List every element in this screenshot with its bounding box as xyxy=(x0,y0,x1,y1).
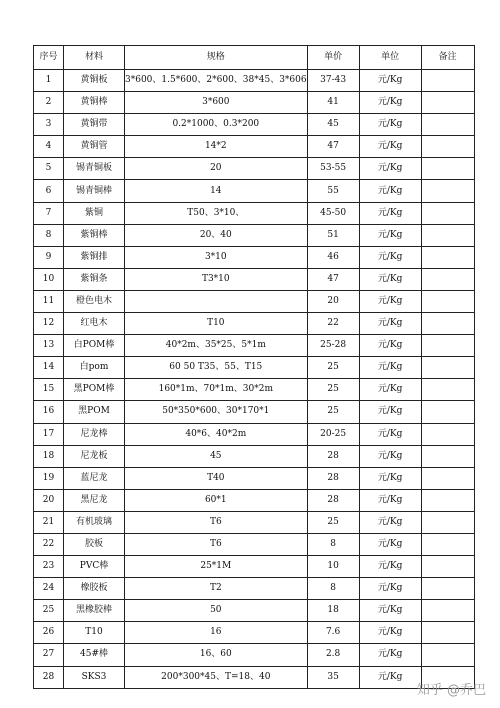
price-cell: 7.6 xyxy=(307,622,359,644)
index-cell: 14 xyxy=(34,357,64,379)
material-cell: 橙色电木 xyxy=(64,290,125,312)
watermark: 知乎 @乔巴 xyxy=(416,683,486,698)
price-cell: 47 xyxy=(307,136,359,158)
spec-cell: 40*2m、35*25、5*1m xyxy=(125,335,308,357)
table-body xyxy=(34,70,475,689)
remark-cell xyxy=(421,158,474,180)
unit-cell: 元/Kg xyxy=(359,489,421,511)
material-cell: 黑橡胶棒 xyxy=(64,600,125,622)
remark-cell xyxy=(421,246,474,268)
material-cell: 黄铜带 xyxy=(64,114,125,136)
table-row xyxy=(34,136,475,158)
spec-cell: T3*10 xyxy=(125,268,308,290)
price-cell: 45 xyxy=(307,114,359,136)
unit-cell: 元/Kg xyxy=(359,379,421,401)
material-cell: 白POM棒 xyxy=(64,335,125,357)
spec-cell: 20、40 xyxy=(125,224,308,246)
unit-cell: 元/Kg xyxy=(359,445,421,467)
table-row xyxy=(34,268,475,290)
price-cell: 20-25 xyxy=(307,423,359,445)
spec-cell: 50 xyxy=(125,600,308,622)
price-cell: 28 xyxy=(307,489,359,511)
spec-cell: 25*1M xyxy=(125,556,308,578)
material-cell: SKS3 xyxy=(64,666,125,688)
table-row xyxy=(34,445,475,467)
spec-cell: 16、60 xyxy=(125,644,308,666)
price-cell: 22 xyxy=(307,313,359,335)
material-cell: 紫铜条 xyxy=(64,268,125,290)
remark-cell xyxy=(421,70,474,92)
table-row xyxy=(34,489,475,511)
material-cell: 紫铜排 xyxy=(64,246,125,268)
index-cell: 10 xyxy=(34,268,64,290)
table-row xyxy=(34,423,475,445)
price-cell: 25 xyxy=(307,357,359,379)
index-cell: 15 xyxy=(34,379,64,401)
table-row xyxy=(34,224,475,246)
table-row xyxy=(34,644,475,666)
index-cell: 12 xyxy=(34,313,64,335)
price-table xyxy=(33,45,475,689)
spec-cell: 16 xyxy=(125,622,308,644)
material-cell: 黄铜板 xyxy=(64,70,125,92)
material-cell: 蓝尼龙 xyxy=(64,467,125,489)
table-row xyxy=(34,335,475,357)
unit-cell: 元/Kg xyxy=(359,511,421,533)
material-cell: 白pom xyxy=(64,357,125,379)
price-cell: 10 xyxy=(307,556,359,578)
price-cell: 28 xyxy=(307,467,359,489)
spec-cell: 14*2 xyxy=(125,136,308,158)
header-remark: 备注 xyxy=(421,46,474,70)
spec-cell xyxy=(125,290,308,312)
table-row xyxy=(34,158,475,180)
header-unit: 单位 xyxy=(359,46,421,70)
material-cell: 45#棒 xyxy=(64,644,125,666)
material-cell: 黑POM xyxy=(64,401,125,423)
unit-cell: 元/Kg xyxy=(359,290,421,312)
table-row xyxy=(34,556,475,578)
spec-cell: 20 xyxy=(125,158,308,180)
material-cell: 紫铜棒 xyxy=(64,224,125,246)
remark-cell xyxy=(421,268,474,290)
material-cell: 尼龙板 xyxy=(64,445,125,467)
spec-cell: 160*1m、70*1m、30*2m xyxy=(125,379,308,401)
index-cell: 24 xyxy=(34,578,64,600)
price-cell: 8 xyxy=(307,533,359,555)
spec-cell: T40 xyxy=(125,467,308,489)
price-cell: 55 xyxy=(307,180,359,202)
index-cell: 18 xyxy=(34,445,64,467)
remark-cell xyxy=(421,489,474,511)
unit-cell: 元/Kg xyxy=(359,578,421,600)
remark-cell xyxy=(421,445,474,467)
remark-cell xyxy=(421,401,474,423)
spec-cell: 14 xyxy=(125,180,308,202)
material-cell: 胶板 xyxy=(64,533,125,555)
remark-cell xyxy=(421,467,474,489)
unit-cell: 元/Kg xyxy=(359,246,421,268)
price-cell: 37-43 xyxy=(307,70,359,92)
unit-cell: 元/Kg xyxy=(359,357,421,379)
material-cell: 有机玻璃 xyxy=(64,511,125,533)
price-cell: 25 xyxy=(307,401,359,423)
unit-cell: 元/Kg xyxy=(359,202,421,224)
price-cell: 45-50 xyxy=(307,202,359,224)
index-cell: 5 xyxy=(34,158,64,180)
index-cell: 3 xyxy=(34,114,64,136)
index-cell: 25 xyxy=(34,600,64,622)
remark-cell xyxy=(421,379,474,401)
index-cell: 17 xyxy=(34,423,64,445)
material-cell: 黄铜棒 xyxy=(64,92,125,114)
index-cell: 26 xyxy=(34,622,64,644)
material-cell: 黄铜管 xyxy=(64,136,125,158)
remark-cell xyxy=(421,180,474,202)
index-cell: 23 xyxy=(34,556,64,578)
table-row xyxy=(34,92,475,114)
spec-cell: 200*300*45、T=18、40 xyxy=(125,666,308,688)
material-cell: 锡青铜棒 xyxy=(64,180,125,202)
spec-cell: 60*1 xyxy=(125,489,308,511)
table-row xyxy=(34,511,475,533)
index-cell: 9 xyxy=(34,246,64,268)
unit-cell: 元/Kg xyxy=(359,401,421,423)
remark-cell xyxy=(421,556,474,578)
index-cell: 27 xyxy=(34,644,64,666)
material-cell: T10 xyxy=(64,622,125,644)
spec-cell: 3*600 xyxy=(125,92,308,114)
remark-cell xyxy=(421,600,474,622)
spec-cell: 40*6、40*2m xyxy=(125,423,308,445)
table-row xyxy=(34,290,475,312)
remark-cell xyxy=(421,622,474,644)
spec-cell: T6 xyxy=(125,533,308,555)
unit-cell: 元/Kg xyxy=(359,423,421,445)
unit-cell: 元/Kg xyxy=(359,533,421,555)
unit-cell: 元/Kg xyxy=(359,136,421,158)
unit-cell: 元/Kg xyxy=(359,180,421,202)
unit-cell: 元/Kg xyxy=(359,224,421,246)
index-cell: 4 xyxy=(34,136,64,158)
remark-cell xyxy=(421,202,474,224)
remark-cell xyxy=(421,533,474,555)
remark-cell xyxy=(421,92,474,114)
header-index: 序号 xyxy=(34,46,64,70)
price-cell: 46 xyxy=(307,246,359,268)
spec-cell: 45 xyxy=(125,445,308,467)
unit-cell: 元/Kg xyxy=(359,600,421,622)
index-cell: 20 xyxy=(34,489,64,511)
unit-cell: 元/Kg xyxy=(359,313,421,335)
header-row xyxy=(34,46,475,70)
material-cell: 黑尼龙 xyxy=(64,489,125,511)
unit-cell: 元/Kg xyxy=(359,92,421,114)
table-row xyxy=(34,70,475,92)
table-row xyxy=(34,533,475,555)
remark-cell xyxy=(421,335,474,357)
table-row xyxy=(34,379,475,401)
unit-cell: 元/Kg xyxy=(359,666,421,688)
table-row xyxy=(34,357,475,379)
spec-cell: 0.2*1000、0.3*200 xyxy=(125,114,308,136)
index-cell: 16 xyxy=(34,401,64,423)
table-row xyxy=(34,578,475,600)
index-cell: 7 xyxy=(34,202,64,224)
remark-cell xyxy=(421,136,474,158)
table-row xyxy=(34,180,475,202)
remark-cell xyxy=(421,511,474,533)
index-cell: 28 xyxy=(34,666,64,688)
price-cell: 53-55 xyxy=(307,158,359,180)
table-row xyxy=(34,666,475,688)
unit-cell: 元/Kg xyxy=(359,556,421,578)
material-cell: 尼龙棒 xyxy=(64,423,125,445)
material-cell: 红电木 xyxy=(64,313,125,335)
index-cell: 22 xyxy=(34,533,64,555)
spec-cell: T6 xyxy=(125,511,308,533)
remark-cell xyxy=(421,578,474,600)
remark-cell xyxy=(421,313,474,335)
price-cell: 25 xyxy=(307,379,359,401)
unit-cell: 元/Kg xyxy=(359,644,421,666)
table-row xyxy=(34,313,475,335)
remark-cell xyxy=(421,290,474,312)
spec-cell: 60 50 T35、55、T15 xyxy=(125,357,308,379)
header-material: 材料 xyxy=(64,46,125,70)
price-cell: 8 xyxy=(307,578,359,600)
index-cell: 6 xyxy=(34,180,64,202)
price-cell: 18 xyxy=(307,600,359,622)
unit-cell: 元/Kg xyxy=(359,158,421,180)
remark-cell xyxy=(421,114,474,136)
price-cell: 20 xyxy=(307,290,359,312)
unit-cell: 元/Kg xyxy=(359,70,421,92)
header-price: 单价 xyxy=(307,46,359,70)
index-cell: 13 xyxy=(34,335,64,357)
price-cell: 51 xyxy=(307,224,359,246)
table-row xyxy=(34,401,475,423)
index-cell: 11 xyxy=(34,290,64,312)
remark-cell xyxy=(421,224,474,246)
spec-cell: 50*350*600、30*170*1 xyxy=(125,401,308,423)
unit-cell: 元/Kg xyxy=(359,114,421,136)
spec-cell: 3*10 xyxy=(125,246,308,268)
unit-cell: 元/Kg xyxy=(359,467,421,489)
spec-cell: 3*600、1.5*600、2*600、38*45、3*606 xyxy=(125,70,308,92)
price-cell: 2.8 xyxy=(307,644,359,666)
price-cell: 28 xyxy=(307,445,359,467)
price-cell: 25-28 xyxy=(307,335,359,357)
price-cell: 41 xyxy=(307,92,359,114)
material-cell: 橡胶板 xyxy=(64,578,125,600)
index-cell: 19 xyxy=(34,467,64,489)
table-row xyxy=(34,600,475,622)
table-row xyxy=(34,467,475,489)
material-cell: 黑POM棒 xyxy=(64,379,125,401)
index-cell: 8 xyxy=(34,224,64,246)
material-cell: PVC棒 xyxy=(64,556,125,578)
table-row xyxy=(34,114,475,136)
material-cell: 紫铜 xyxy=(64,202,125,224)
material-cell: 锡青铜板 xyxy=(64,158,125,180)
remark-cell xyxy=(421,423,474,445)
index-cell: 2 xyxy=(34,92,64,114)
table-row xyxy=(34,246,475,268)
index-cell: 1 xyxy=(34,70,64,92)
table-row xyxy=(34,202,475,224)
spec-cell: T2 xyxy=(125,578,308,600)
remark-cell xyxy=(421,644,474,666)
price-cell: 25 xyxy=(307,511,359,533)
table-row xyxy=(34,622,475,644)
unit-cell: 元/Kg xyxy=(359,268,421,290)
remark-cell xyxy=(421,357,474,379)
unit-cell: 元/Kg xyxy=(359,335,421,357)
spec-cell: T50、3*10、 xyxy=(125,202,308,224)
spec-cell: T10 xyxy=(125,313,308,335)
price-cell: 47 xyxy=(307,268,359,290)
price-cell: 35 xyxy=(307,666,359,688)
index-cell: 21 xyxy=(34,511,64,533)
header-spec: 规格 xyxy=(125,46,308,70)
unit-cell: 元/Kg xyxy=(359,622,421,644)
